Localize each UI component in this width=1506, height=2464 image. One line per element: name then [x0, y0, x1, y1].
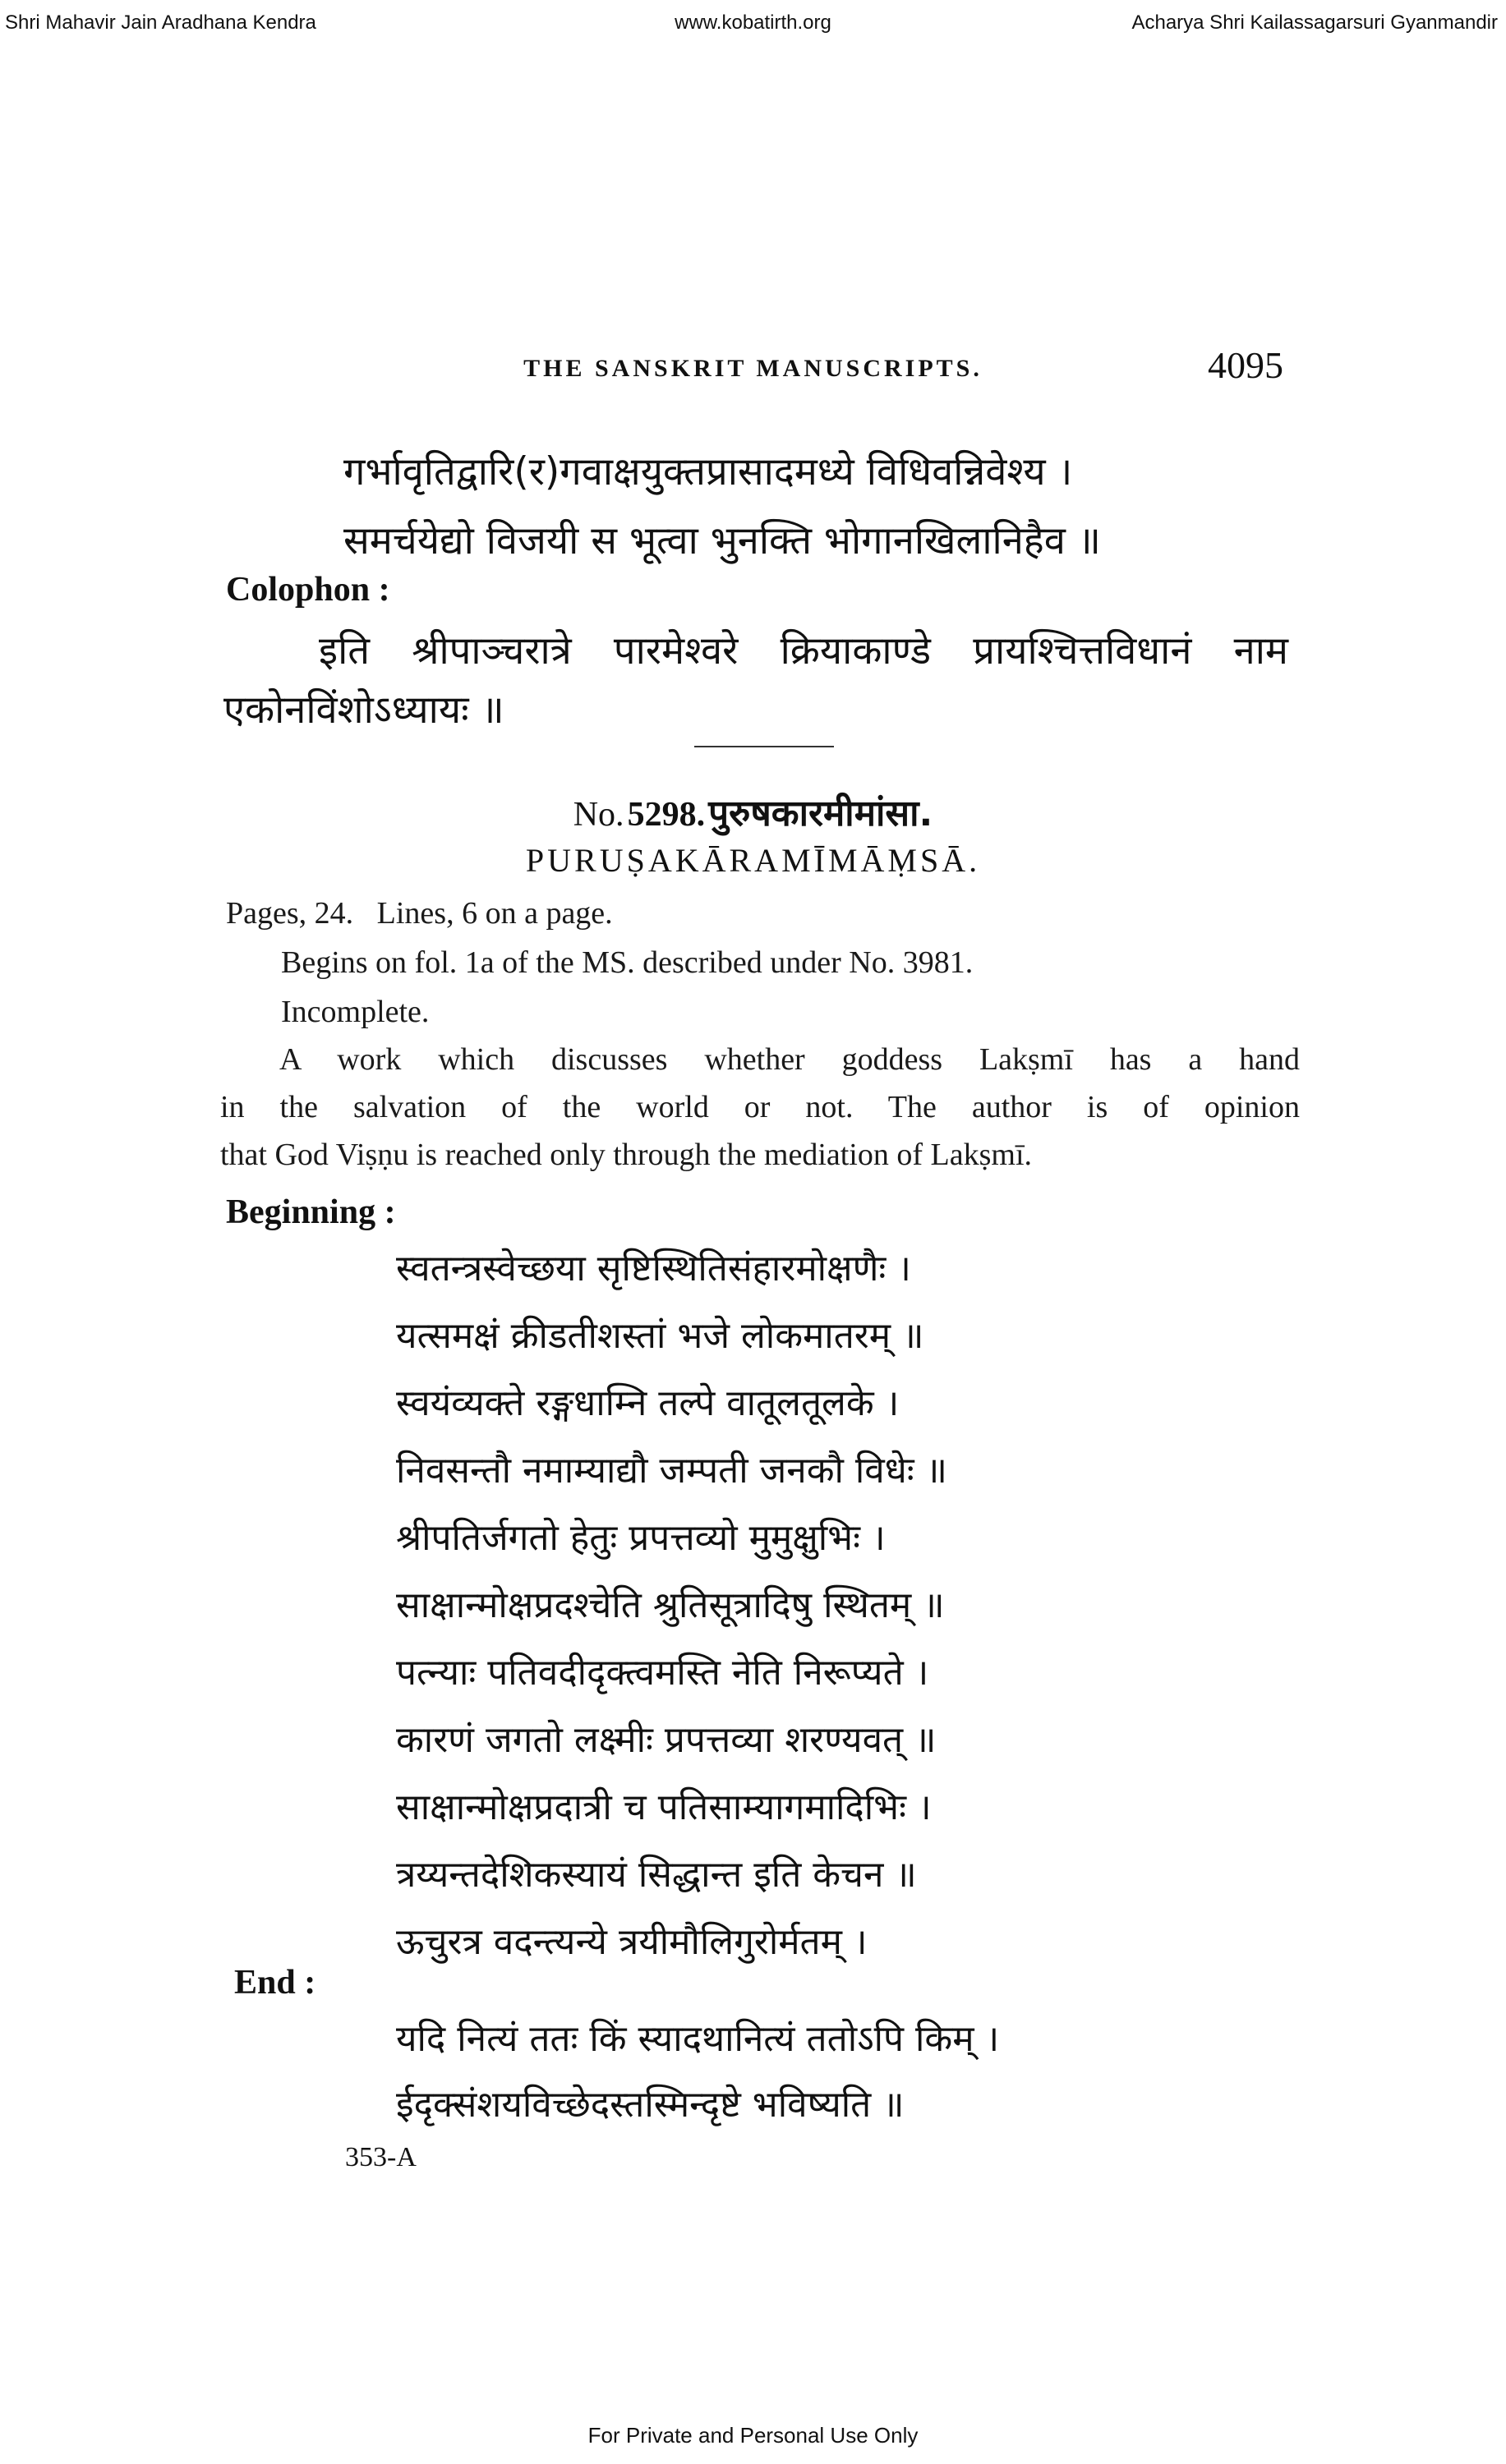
header-right-org: Acharya Shri Kailassagarsuri Gyanmandir [1131, 11, 1498, 34]
top-verse-2: समर्चयेद्यो विजयी स भूत्वा भुनक्ति भोगानखिलानिहैव ॥ [343, 518, 1101, 563]
description-line-3: that God Viṣṇu is reached only through the mediation of Lakṣmī. [220, 1138, 1032, 1172]
colophon-label: Colophon : [226, 571, 390, 609]
beginning-verse-9: साक्षान्मोक्षप्रदात्री च पतिसाम्यागमादिभिः । [396, 1786, 932, 1828]
beginning-label: Beginning : [226, 1193, 396, 1231]
colophon-line-2: एकोनविंशोऽध्यायः ॥ [223, 687, 504, 733]
beginning-verse-5: श्रीपतिर्जगतो हेतुः प्रपत्तव्यो मुमुक्षुभिः । [396, 1517, 886, 1559]
entry-title-line [0, 787, 1506, 836]
pages-lines-info: Pages, 24. Lines, 6 on a page. [226, 896, 613, 931]
signature-mark: 353-A [345, 2142, 417, 2172]
end-verse-1: यदि नित्यं ततः किं स्यादथानित्यं ततोऽपि किम् । [396, 2018, 1000, 2060]
description-line-2: in the salvation of the world or not. The author is of opinion [220, 1090, 1300, 1124]
page-number: 4095 [1208, 344, 1283, 386]
footer-note: For Private and Personal Use Only [587, 2423, 919, 2448]
header-website: www.kobatirth.org [675, 11, 831, 34]
beginning-verse-8: कारणं जगतो लक्ष्मीः प्रपत्तव्या शरण्यवत् ॥ [396, 1719, 937, 1761]
beginning-verse-2: यत्समक्षं क्रीडतीशस्तां भजे लोकमातरम् ॥ [396, 1315, 924, 1357]
beginning-verse-4: निवसन्तौ नमाम्याद्यौ जम्पती जनकौ विधेः ॥ [396, 1450, 948, 1492]
running-title: THE SANSKRIT MANUSCRIPTS. [523, 355, 983, 382]
beginning-verse-7: पत्न्याः पतिवदीदृक्त्वमस्ति नेति निरूप्यते । [396, 1652, 929, 1694]
entry-title-devanagari: पुरुषकारमीमांसा. [708, 793, 933, 834]
end-label: End : [234, 1964, 316, 2002]
header-left-org: Shri Mahavir Jain Aradhana Kendra [5, 11, 316, 34]
end-verse-2: ईदृक्संशयविच्छेदस्तस्मिन्दृष्टे भविष्यति ॥ [396, 2084, 905, 2126]
beginning-verse-1: स्वतन्त्रस्वेच्छया सृष्टिस्थितिसंहारमोक्षणैः । [396, 1248, 911, 1289]
top-verse-1: गर्भावृतिद्वारि(र)गवाक्षयुक्तप्रासादमध्ये विधिवन्निवेश्य । [343, 449, 1073, 494]
colophon-line-1: इति श्रीपाञ्चरात्रे पारमेश्वरे क्रियाकाण्डे प्रायश्चित्तविधानं नाम [319, 628, 1288, 673]
description-line-1: A work which discusses whether goddess Lakṣmī has a hand [279, 1042, 1300, 1077]
begins-info: Begins on fol. 1a of the MS. described under No. 3981. [281, 945, 974, 980]
beginning-verse-10: त्रय्यन्तदेशिकस्यायं सिद्धान्त इति केचन ॥ [396, 1854, 917, 1896]
beginning-verse-6: साक्षान्मोक्षप्रदश्चेति श्रुतिसूत्रादिषु स्थितम् ॥ [396, 1584, 945, 1626]
entry-title-transliterated: PURUṢAKĀRAMĪMĀṂSĀ. [525, 842, 981, 879]
entry-number: 5298. [627, 796, 706, 834]
beginning-verse-11: ऊचुरत्र वदन्त्यन्ये त्रयीमौलिगुरोर्मतम् । [396, 1921, 868, 1963]
section-divider [694, 746, 834, 747]
status-incomplete: Incomplete. [281, 995, 430, 1029]
entry-number-label: No. [573, 796, 624, 834]
beginning-verse-3: स्वयंव्यक्ते रङ्गधाम्नि तल्पे वातूलतूलके । [396, 1382, 900, 1424]
